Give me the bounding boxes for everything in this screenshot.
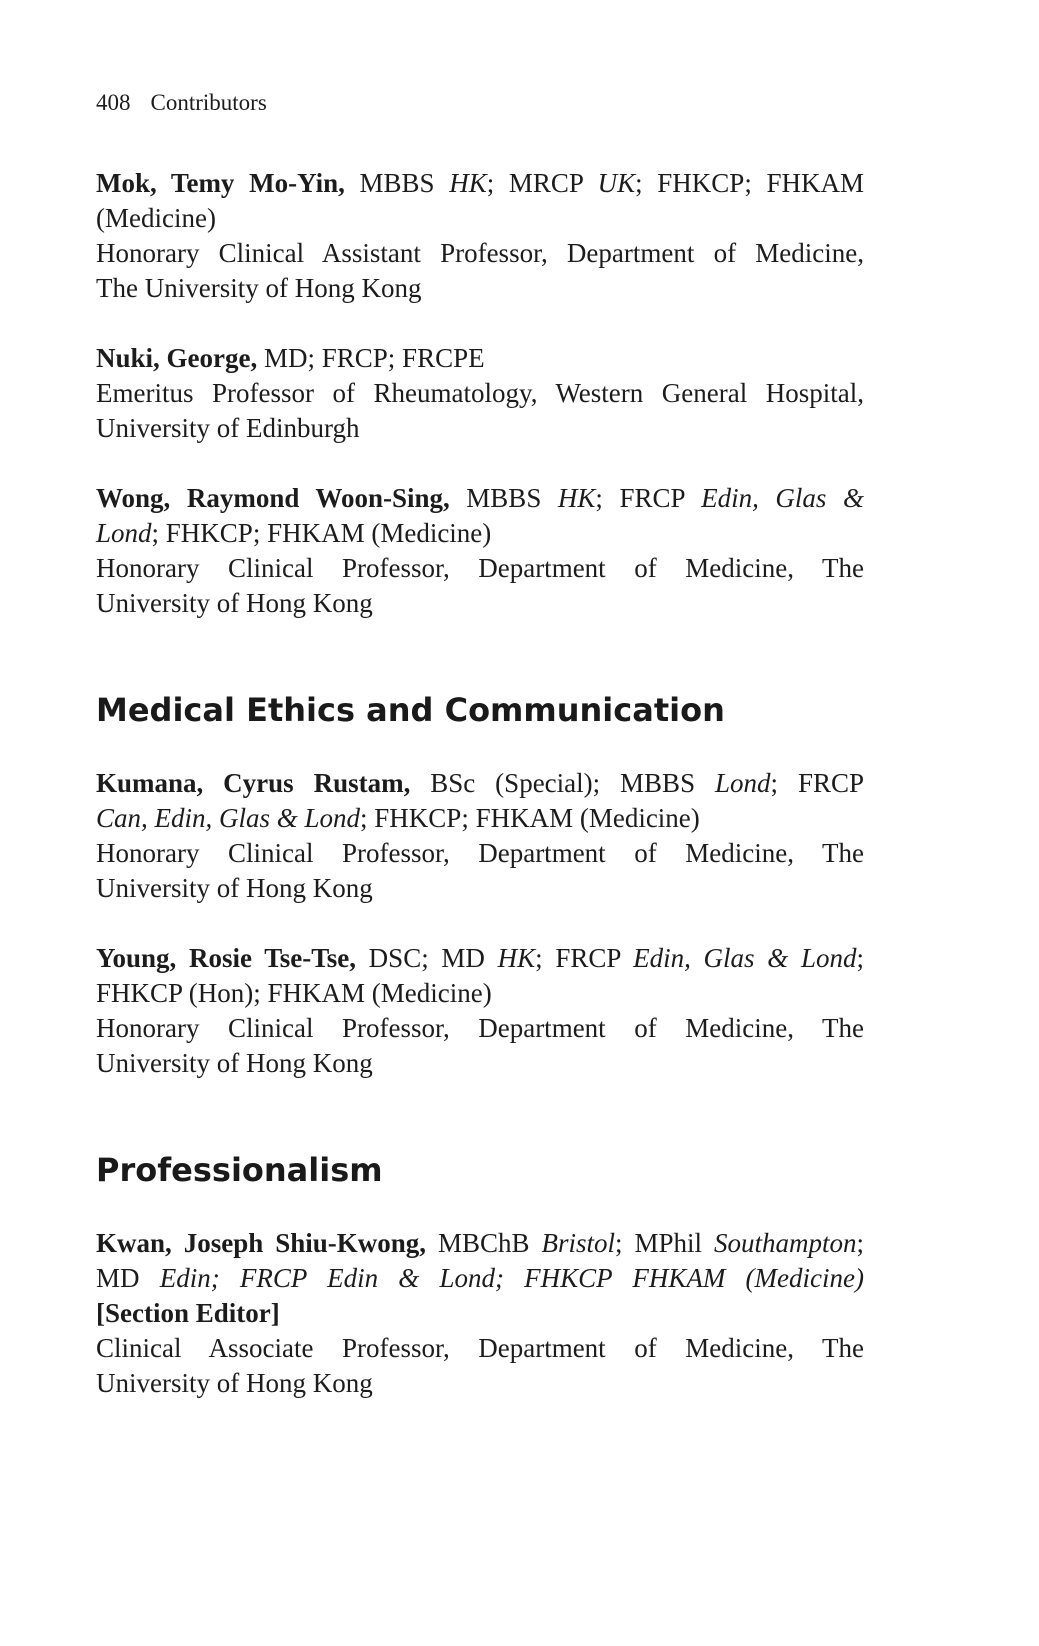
contributor-name: Young, Rosie Tse-Tse, [96,943,356,973]
contributor-entry-nuki [96,341,864,446]
credentials-line: Lond; FHKCP; FHKAM (Medicine) [96,518,492,548]
section-editor-tag: [Section Editor] [96,1298,280,1328]
affiliation-line: Emeritus Professor of Rheumatology, Western General Hospital, [96,378,864,408]
credentials-line: Kwan, Joseph Shiu-Kwong, MBChB Bristol; MPhil Southampton; [96,1228,864,1258]
credentials-line: Nuki, George, MD; FRCP; FRCPE [96,343,485,373]
affiliation-line: Honorary Clinical Professor, Department of Medicine, The [96,1013,864,1043]
contributor-entry-kwan [96,1226,864,1401]
credentials-line: FHKCP (Hon); FHKAM (Medicine) [96,978,492,1008]
affiliation-line: Honorary Clinical Professor, Department of Medicine, The [96,553,864,583]
contributor-name: Mok, Temy Mo-Yin, [96,168,345,198]
affiliation-line: University of Hong Kong [96,873,373,903]
contributor-name: Kumana, Cyrus Rustam, [96,768,411,798]
credentials-line: Wong, Raymond Woon-Sing, MBBS HK; FRCP Edin, Glas & [96,483,864,513]
affiliation-line: Honorary Clinical Professor, Department of Medicine, The [96,838,864,868]
affiliation-line: Clinical Associate Professor, Department of Medicine, The [96,1333,864,1363]
section-heading-medical-ethics: Medical Ethics and Communication [96,691,725,729]
affiliation-line: University of Edinburgh [96,413,360,443]
affiliation-line: University of Hong Kong [96,1048,373,1078]
credentials-line: Mok, Temy Mo-Yin, MBBS HK; MRCP UK; FHKCP; FHKAM [96,168,865,198]
page-number: 408 [96,90,131,115]
contributor-name: Wong, Raymond Woon-Sing, [96,483,450,513]
contributor-entry-mok [96,166,864,306]
credentials-line: Can, Edin, Glas & Lond; FHKCP; FHKAM (Medicine) [96,803,700,833]
credentials-line: MD Edin; FRCP Edin & Lond; FHKCP FHKAM (Medicine) [96,1263,864,1293]
contributor-entry-kumana [96,766,864,906]
affiliation-line: The University of Hong Kong [96,273,422,303]
contributor-name: Nuki, George, [96,343,258,373]
running-head [96,88,267,118]
credentials-line: Young, Rosie Tse-Tse, DSC; MD HK; FRCP Edin, Glas & Lond; [96,943,864,973]
affiliation-line: University of Hong Kong [96,1368,373,1398]
contributor-entry-young [96,941,864,1081]
credentials-line: Kumana, Cyrus Rustam, BSc (Special); MBBS Lond; FRCP [96,768,864,798]
section-heading-professionalism: Professionalism [96,1151,383,1189]
running-head-title: Contributors [150,90,267,115]
affiliation-line: University of Hong Kong [96,588,373,618]
contributor-entry-wong [96,481,864,621]
contributor-name: Kwan, Joseph Shiu-Kwong, [96,1228,427,1258]
credentials-line: (Medicine) [96,203,216,233]
affiliation-line: Honorary Clinical Assistant Professor, Department of Medicine, [96,238,864,268]
